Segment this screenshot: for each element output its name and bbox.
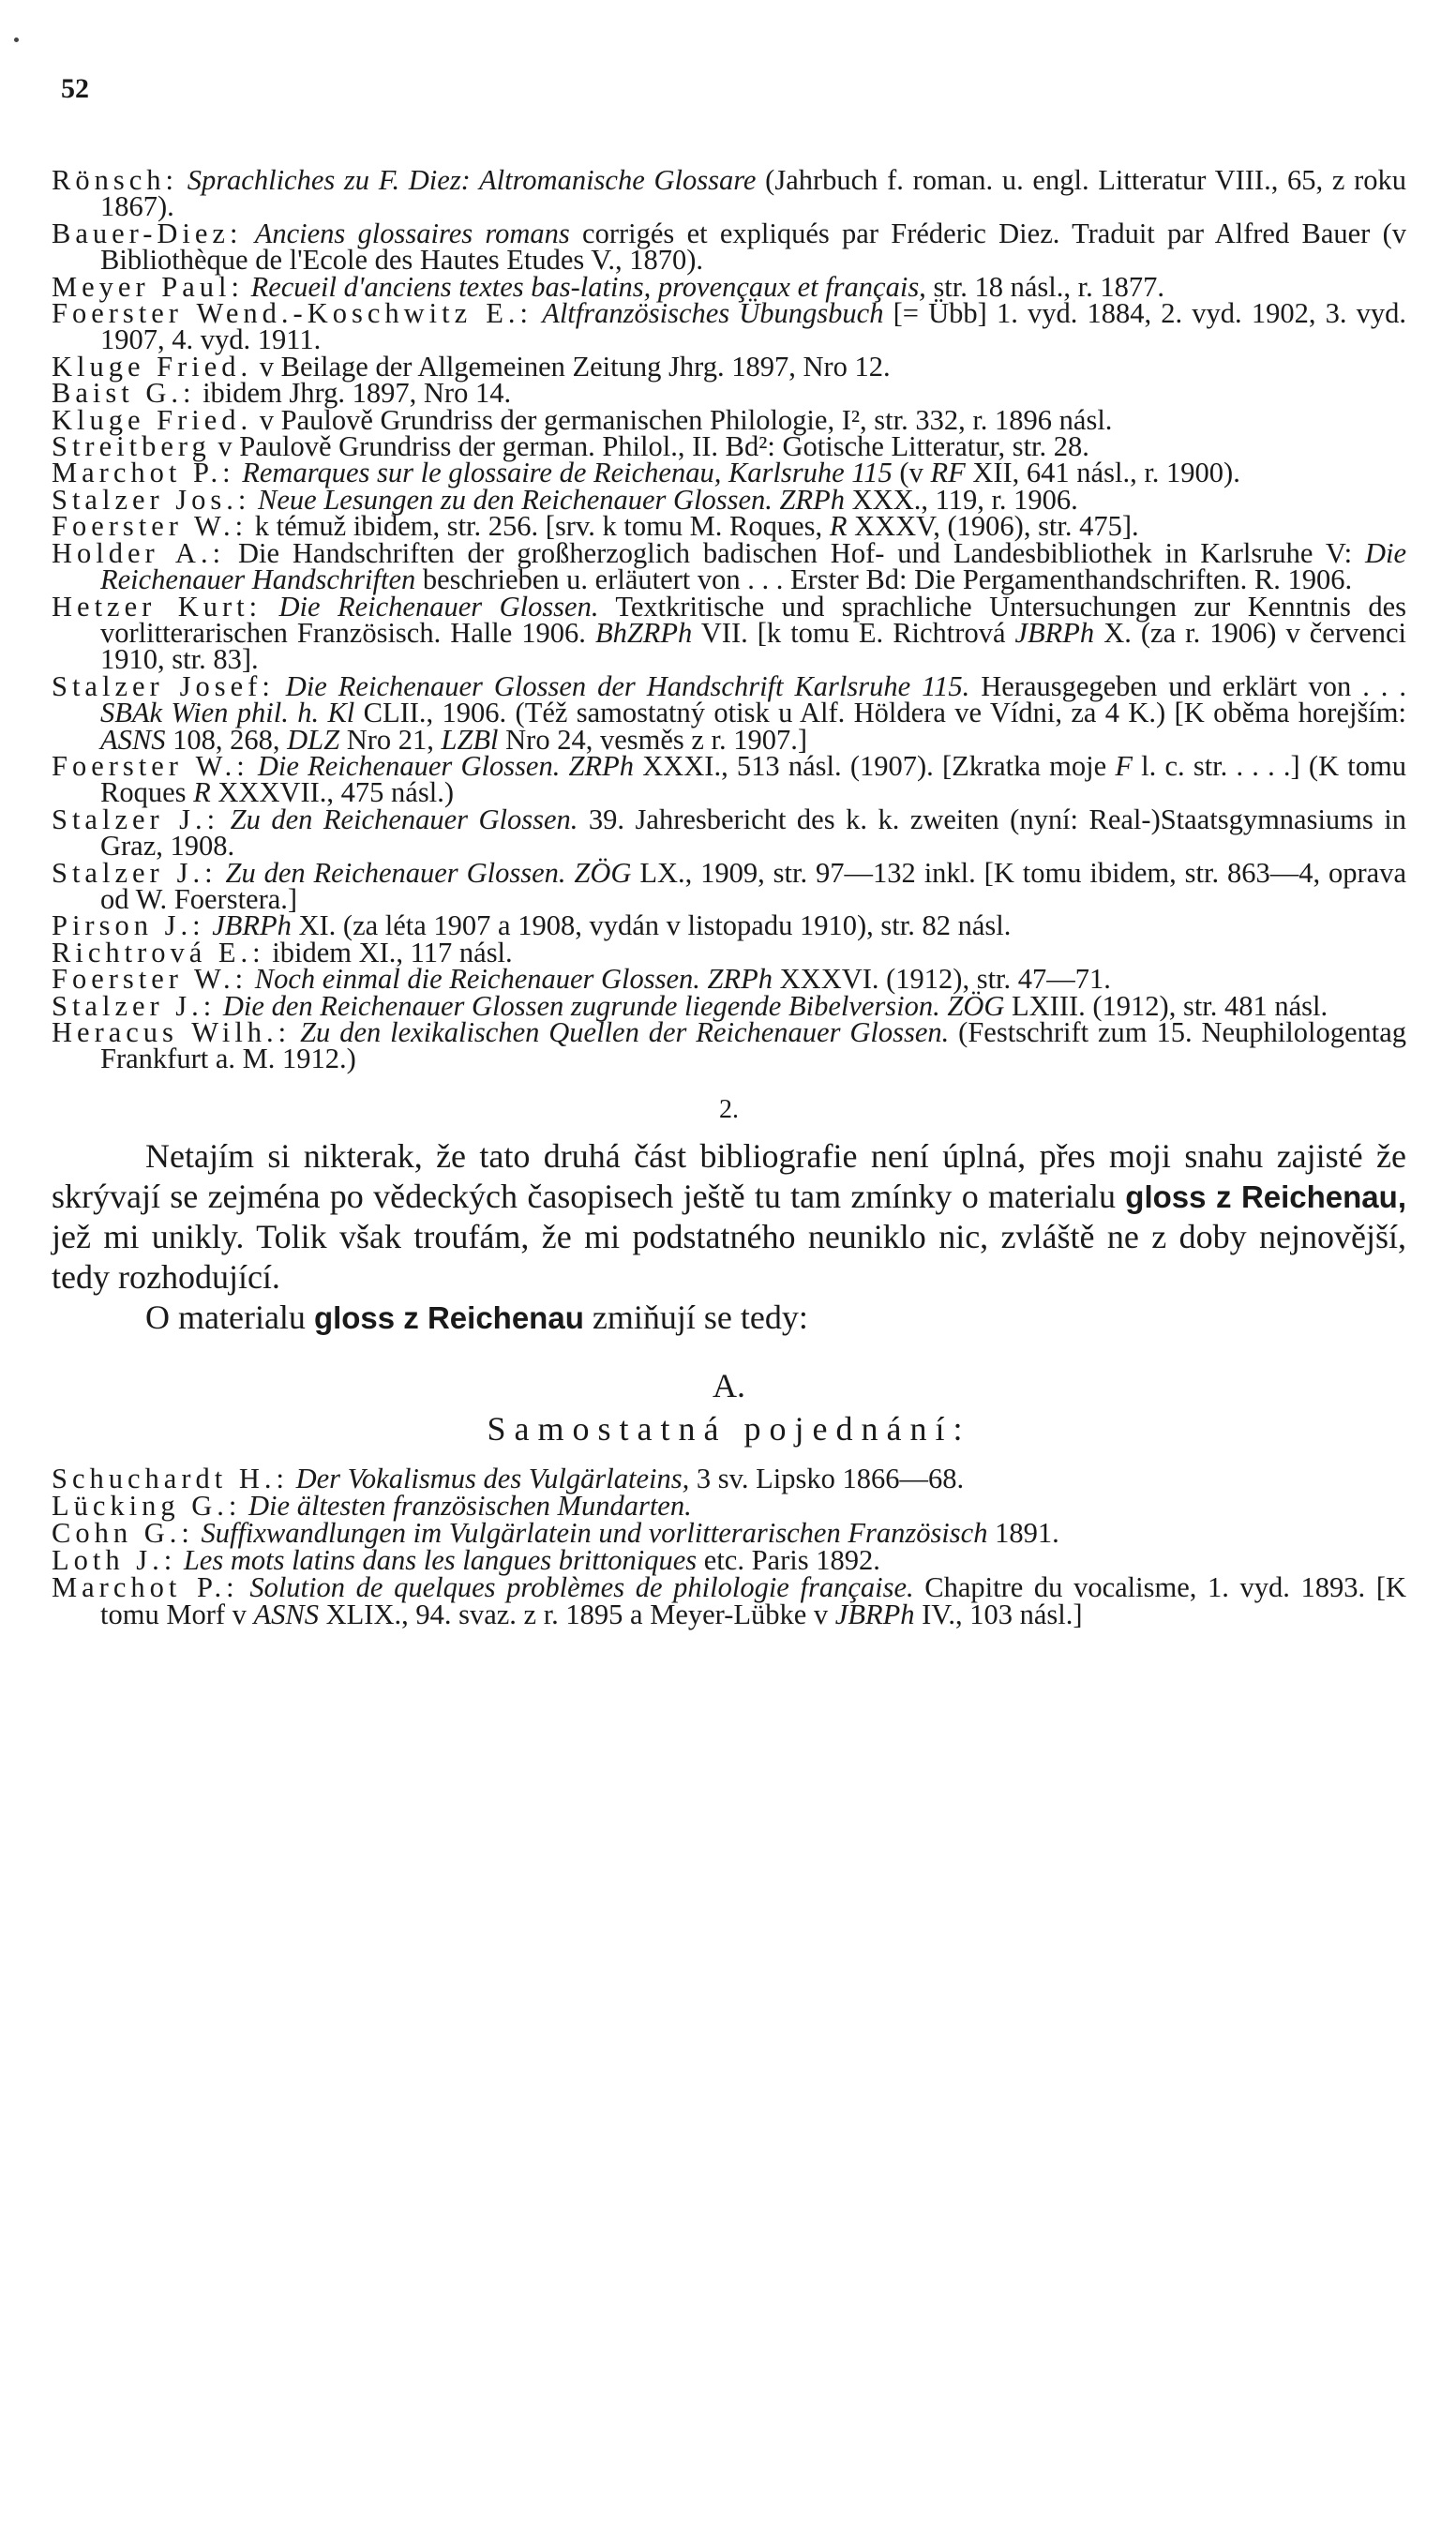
entry-author: Pirson J.: [52, 909, 205, 942]
entry-title: JBRPh [834, 1598, 915, 1630]
entry-author: Foerster Wend.-Koschwitz E.: [52, 297, 533, 330]
entry-text: beschrieben u. erläutert von . . . Erster Bd: Die Pergamenthandschriften. R. 1906. [415, 563, 1353, 596]
entry-text: 1891. [987, 1516, 1059, 1549]
entry-author: Schuchardt H.: [52, 1462, 289, 1494]
entry-title: RF [930, 457, 966, 489]
entry-author: Kluge Fried. [52, 350, 253, 383]
entry-title: R [829, 510, 848, 543]
entry-text: ibidem Jhrg. 1897, Nro 14. [203, 377, 512, 410]
entry-title: Die Reichenauer Glossen der Handschrift Karlsruhe 115. [285, 669, 970, 702]
entry-title: R [193, 776, 211, 809]
bibliography-entry [52, 457, 1406, 489]
entry-author: Stalzer Jos.: [52, 483, 251, 516]
bibliography-entry [52, 1489, 1406, 1522]
entry-title: Sprachliches zu F. Diez: Altromanische Glossare [187, 164, 757, 196]
paragraph-2 [52, 1298, 1406, 1338]
entry-title: JBRPh [212, 909, 292, 942]
page [52, 56, 1406, 1629]
entry-author: Foerster W.: [52, 749, 249, 782]
entry-author: Marchot P.: [52, 457, 235, 489]
bibliography-entry [52, 963, 1406, 996]
entry-title: Remarques sur le glossaire de Reichenau, Karlsruhe 115 [242, 457, 893, 489]
emphasis-text: gloss z Reichenau, [1125, 1178, 1406, 1214]
entry-title: Noch einmal die Reichenauer Glossen. ZRPh [254, 963, 773, 996]
entry-text: v Paulově Grundriss der germanischen Philologie, I², str. 332, r. 1896 násl. [259, 403, 1113, 436]
entry-title: Die Reichenauer Glossen. [278, 590, 599, 623]
entry-title: ASNS [100, 723, 166, 756]
entry-author: Foerster W.: [52, 963, 248, 996]
bibliography-entry [52, 270, 1406, 303]
entry-text: XXXVII., 475 násl.) [210, 776, 454, 809]
entry-text: v Paulově Grundriss der german. Philol., II. Bd²: Gotische Litteratur, str. 28. [218, 430, 1089, 463]
entry-text: LX., 1909, str. 97—132 inkl. [K tomu ibidem, str. 863—4, oprava od W. Foerstera.] [100, 856, 1407, 915]
entry-text: l. c. str. . . . .] (K tomu Roques [100, 749, 1406, 809]
entry-title: Die Reichenauer Handschriften [100, 536, 1407, 596]
entry-text: XI. (za léta 1907 a 1908, vydán v listopadu 1910), str. 82 násl. [291, 909, 1012, 942]
entry-title: DLZ [287, 723, 340, 756]
bibliography-entry [52, 1543, 1406, 1576]
section-letter: A. [713, 1366, 745, 1404]
paragraph-text: jež mi unikly. Tolik však troufám, že mi podstatného neuniklo nic, zvláště ne z doby nejnovější, tedy rozhodující. [52, 1217, 1406, 1296]
entry-text: Die Handschriften der großherzoglich badischen Hof- und Landesbibliothek in Karlsruhe V: [237, 536, 1365, 569]
entry-author: Stalzer J.: [52, 856, 218, 889]
entry-title: Zu den Reichenauer Glossen. ZÖG [225, 856, 632, 889]
entry-text: XXXV, (1906), str. 475]. [847, 510, 1139, 543]
entry-title: Suffixwandlungen im Vulgärlatein und vorlitterarischen Französisch [201, 1516, 988, 1549]
bibliography-list-2 [52, 1462, 1406, 1630]
entry-author: Holder A.: [52, 536, 226, 569]
entry-title: Die ältesten französischen Mundarten. [248, 1489, 692, 1522]
entry-text: str. 18 násl., r. 1877. [925, 270, 1164, 303]
entry-text: IV., 103 násl.] [914, 1598, 1083, 1630]
entry-title: Der Vokalismus des Vulgärlateins, [295, 1462, 690, 1494]
entry-author: Stalzer Josef: [52, 669, 275, 702]
entry-author: Marchot P.: [52, 1570, 239, 1603]
paragraph-text: Netajím si nikterak, že tato druhá část bibliografie není úplná, přes moji snahu zajisté že skrývají se zejména po vědeckých časopisech ještě tu tam zmínky o materialu [52, 1136, 1406, 1215]
entry-author: Stalzer J.: [52, 803, 220, 835]
entry-text: (Jahrbuch f. roman. u. engl. Litteratur VIII., 65, z roku 1867). [100, 164, 1406, 223]
bibliography-entry [52, 1516, 1406, 1549]
bibliography-entry [52, 483, 1406, 516]
entry-text: XXX., 119, r. 1906. [845, 483, 1078, 516]
bibliography-entry [52, 909, 1406, 942]
entry-text: etc. Paris 1892. [697, 1543, 880, 1576]
entry-author: Loth J.: [52, 1543, 177, 1576]
bibliography-entry [52, 989, 1406, 1022]
margin-dot [14, 38, 19, 42]
entry-text: Textkritische und sprachliche Untersuchungen zur Kenntnis des vorlitterarischen Französisch. Halle 1906. [100, 590, 1406, 649]
entry-title: SBAk Wien phil. h. Kl [100, 697, 355, 729]
entry-author: Bauer-Diez: [52, 217, 243, 249]
entry-text: [= Übb] 1. vyd. 1884, 2. vyd. 1902, 3. vyd. 1907, 4. vyd. 1911. [100, 297, 1406, 356]
bibliography-entry [52, 297, 1406, 356]
bibliography-entry [52, 856, 1407, 915]
entry-author: Lücking G.: [52, 1489, 242, 1522]
entry-author: Kluge Fried. [52, 403, 253, 436]
bibliography-entry [52, 749, 1406, 809]
entry-text: Herausgegeben und erklärt von . . . [969, 669, 1407, 702]
page-number: 52 [61, 73, 89, 104]
bibliography-entry [52, 164, 1406, 223]
entry-title: JBRPh [1014, 616, 1095, 649]
bibliography-entry [52, 217, 1406, 277]
bibliography-entry [52, 590, 1406, 676]
emphasis-text: gloss z Reichenau [313, 1299, 584, 1335]
bibliography-entry [52, 377, 1406, 410]
entry-text: Nro 21, [339, 723, 442, 756]
entry-text: XLIX., 94. svaz. z r. 1895 a Meyer-Lübke v [319, 1598, 835, 1630]
bibliography-entry [52, 430, 1406, 463]
entry-text: VII. [k tomu E. Richtrová [692, 616, 1015, 649]
entry-text: Nro 24, vesměs z r. 1907.] [498, 723, 808, 756]
entry-author: Foerster W.: [52, 510, 248, 543]
entry-author: Baist G.: [52, 377, 196, 410]
entry-title: Die den Reichenauer Glossen zugrunde liegende Bibelversion. ZÖG [222, 989, 1005, 1022]
entry-author: Richtrová E.: [52, 936, 265, 968]
entry-title: F [1115, 749, 1133, 782]
entry-text: X. (za r. 1906) v červenci 1910, str. 83]. [100, 616, 1406, 676]
entry-author: Heracus Wilh.: [52, 1016, 292, 1048]
entry-text: XXXI., 513 násl. (1907). [Zkratka moje [634, 749, 1116, 782]
entry-text: ibidem XI., 117 násl. [272, 936, 513, 968]
section-heading: Samostatná pojednání: [487, 1409, 971, 1448]
entry-author: Stalzer J.: [52, 989, 217, 1022]
entry-title: ASNS [253, 1598, 319, 1630]
bibliography-entry [52, 536, 1407, 596]
bibliography-entry [52, 669, 1407, 756]
entry-title: LZBl [441, 723, 499, 756]
entry-author: Streitberg [52, 430, 211, 463]
bibliography-entry [52, 510, 1406, 543]
entry-text: k témuž ibidem, str. 256. [srv. k tomu M. Roques, [254, 510, 830, 543]
entry-author: Rönsch: [52, 164, 178, 196]
entry-text: LXIII. (1912), str. 481 násl. [1004, 989, 1328, 1022]
entry-text: corrigés et expliqués par Fréderic Diez. Traduit par Alfred Bauer (v Bibliothèque de l'Ecole des Hautes Etudes V., 1870). [100, 217, 1406, 277]
bibliography-entry [52, 1462, 1406, 1494]
entry-author: Hetzer Kurt: [52, 590, 263, 623]
entry-title: Anciens glossaires romans [254, 217, 570, 249]
entry-title: Altfranzösisches Übungsbuch [542, 297, 884, 330]
entry-title: Die Reichenauer Glossen. ZRPh [257, 749, 635, 782]
entry-text: XII, 641 násl., r. 1900). [965, 457, 1240, 489]
bibliography-entry [52, 403, 1406, 436]
bibliography-entry [52, 803, 1406, 863]
entry-author: Cohn G.: [52, 1516, 194, 1549]
entry-text: XXXVI. (1912), str. 47—71. [773, 963, 1111, 996]
section-number: 2. [719, 1094, 739, 1124]
entry-text: (v [892, 457, 931, 489]
entry-title: BhZRPh [594, 616, 693, 649]
paragraph-1 [52, 1136, 1406, 1298]
entry-text: 39. Jahresbericht des k. k. zweiten (nyní: Real-)Staatsgymnasiums in Graz, 1908. [100, 803, 1406, 863]
entry-text: (Festschrift zum 15. Neuphilologentag Frankfurt a. M. 1912.) [100, 1016, 1407, 1075]
entry-author: Meyer Paul: [52, 270, 244, 303]
entry-text: 3 sv. Lipsko 1866—68. [689, 1462, 965, 1494]
entry-text: 108, 268, [165, 723, 288, 756]
entry-title: Zu den Reichenauer Glossen. [230, 803, 578, 835]
entry-title: Les mots latins dans les langues brittoniques [183, 1543, 698, 1576]
paragraph-text: O materialu [145, 1298, 314, 1336]
bibliography-entry [52, 936, 1406, 968]
entry-text: CLII., 1906. (Též samostatný otisk u Alf. Höldera ve Vídni, za 4 K.) [K oběma horejším: [354, 697, 1406, 729]
bibliography-entry [52, 1570, 1406, 1630]
entry-title: Zu den lexikalischen Quellen der Reichenauer Glossen. [300, 1016, 950, 1048]
entry-text: Chapitre du vocalisme, 1. vyd. 1893. [K tomu Morf v [100, 1570, 1406, 1630]
bibliography-entry [52, 1016, 1407, 1075]
bibliography-entry [52, 350, 1406, 383]
entry-title: Recueil d'anciens textes bas-latins, provençaux et français, [250, 270, 926, 303]
entry-title: Solution de quelques problèmes de philologie française. [249, 1570, 914, 1603]
entry-text: v Beilage der Allgemeinen Zeitung Jhrg. 1897, Nro 12. [259, 350, 891, 383]
entry-title: Neue Lesungen zu den Reichenauer Glossen. ZRPh [258, 483, 846, 516]
paragraph-text: zmiňují se tedy: [583, 1298, 808, 1336]
bibliography-list-1 [52, 164, 1407, 1075]
